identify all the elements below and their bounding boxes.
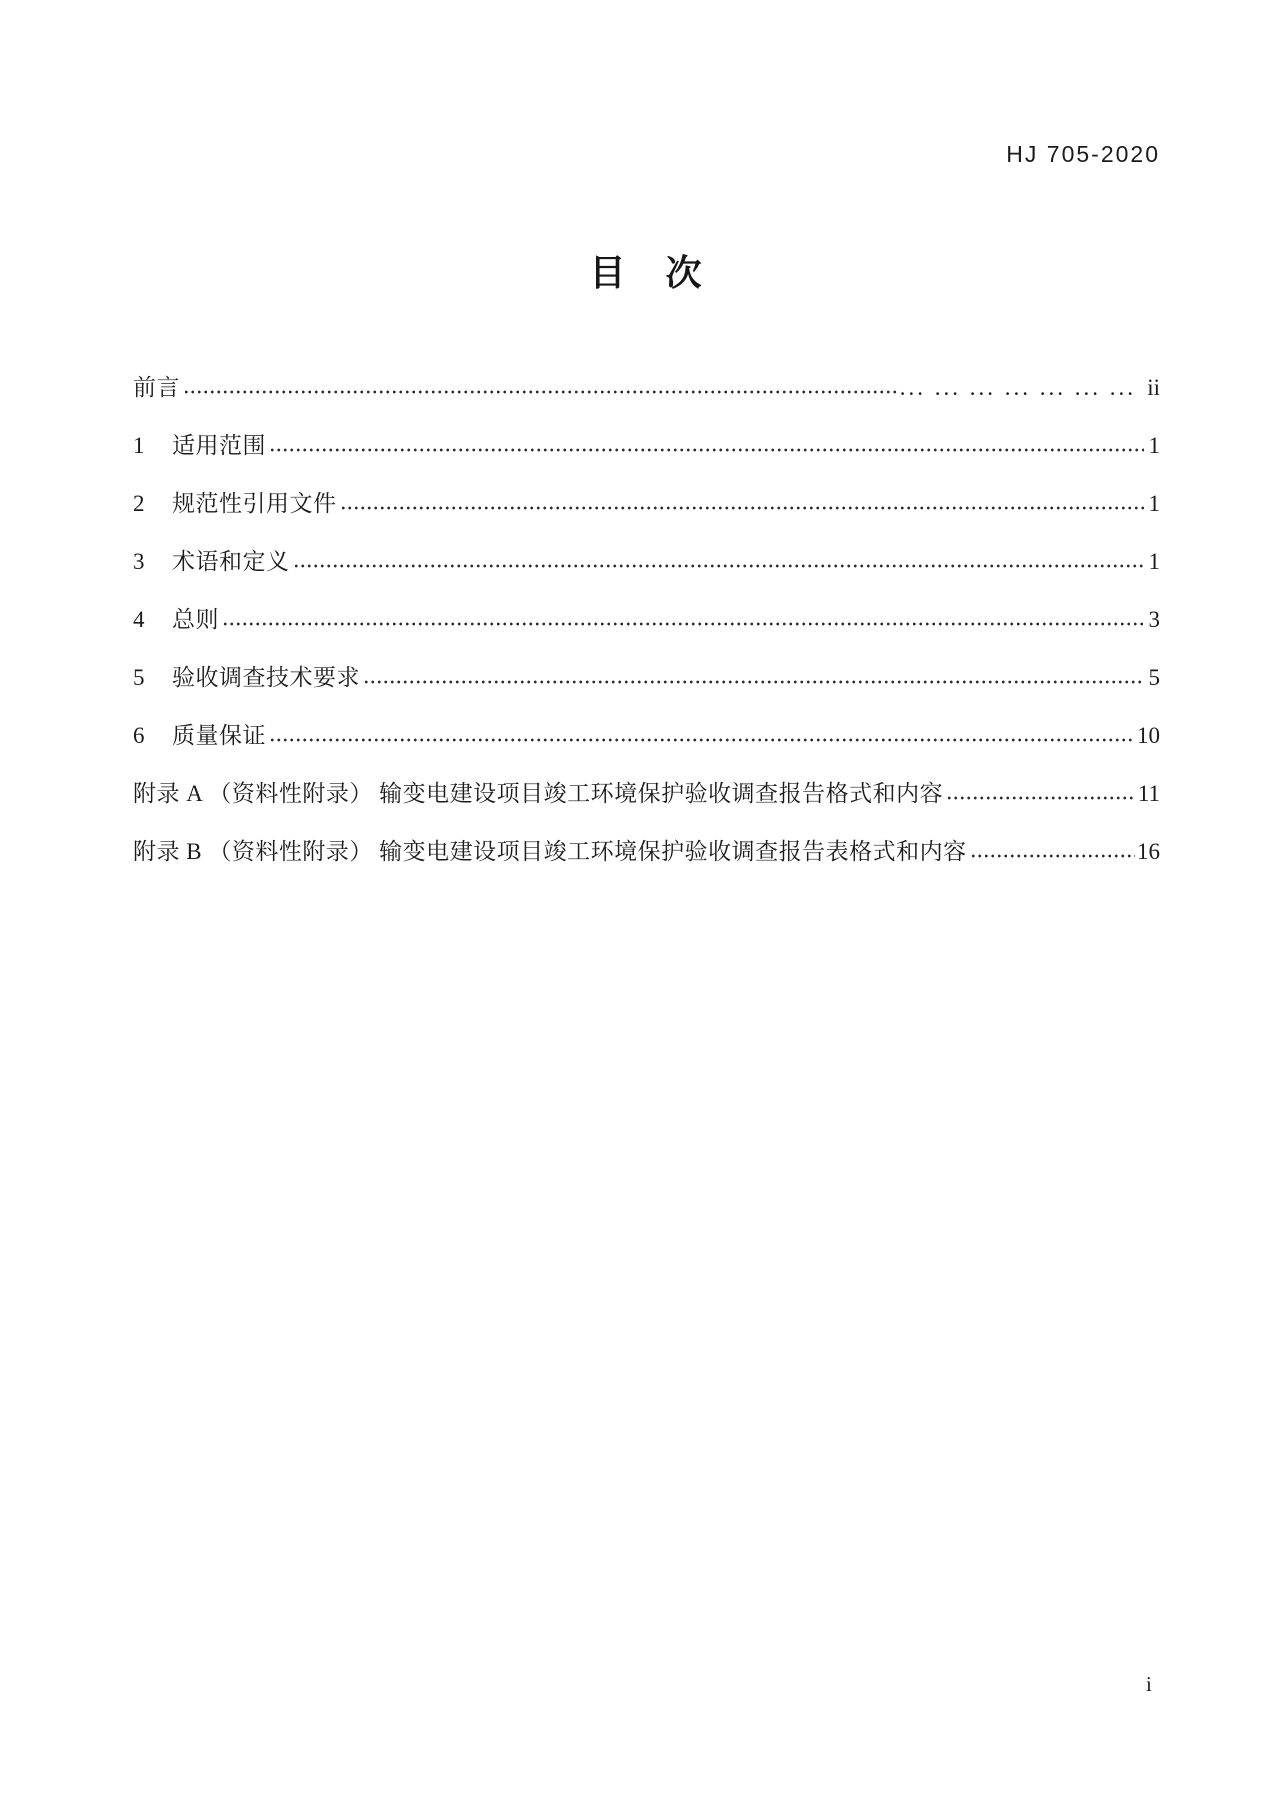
- toc-entry-label: 适用范围: [172, 432, 266, 458]
- toc-leader-dots: [970, 852, 1135, 860]
- toc-entry-page: 1: [1148, 432, 1160, 458]
- toc-entry-page: 16: [1137, 838, 1160, 864]
- toc-entry-number: 1: [133, 432, 145, 458]
- toc-entry: [133, 342, 1160, 400]
- toc-entry: [133, 516, 1160, 574]
- toc-leader-dots: [222, 620, 1144, 628]
- toc-entry-label: 总则: [172, 606, 219, 632]
- toc-leader-dots: [946, 794, 1136, 802]
- toc-entry: [133, 458, 1160, 516]
- toc-entry-label: 验收调查技术要求: [172, 664, 360, 690]
- toc-entry-number: 5: [133, 664, 145, 690]
- toc-entry: [133, 748, 1160, 806]
- toc-entry-page: 3: [1148, 606, 1160, 632]
- toc-leader-dots: [269, 446, 1144, 454]
- toc-entry-page: 1: [1148, 548, 1160, 574]
- toc-leader-dots: [183, 388, 898, 396]
- toc-entry-number: 3: [133, 548, 145, 574]
- footer-page-number: i: [1146, 1672, 1152, 1696]
- toc-entry: [133, 632, 1160, 690]
- toc-entry-label: 术语和定义: [172, 548, 290, 574]
- toc-entry-label: 规范性引用文件: [172, 490, 337, 516]
- toc-entry: [133, 400, 1160, 458]
- toc-entry-label: 附录 B （资料性附录） 输变电建设项目竣工环境保护验收调查报告表格式和内容: [133, 838, 967, 864]
- toc-entry-number: 4: [133, 606, 145, 632]
- toc-leader-dots: [269, 736, 1135, 744]
- toc-entry-page: 10: [1137, 722, 1160, 748]
- toc-entry: [133, 574, 1160, 632]
- toc-entry-number: 2: [133, 490, 145, 516]
- toc-entry-page: ii: [1147, 374, 1160, 400]
- toc-entry-label: 质量保证: [172, 722, 266, 748]
- toc-entry-label: 附录 A （资料性附录） 输变电建设项目竣工环境保护验收调查报告格式和内容: [133, 780, 944, 806]
- toc-entry-page: 1: [1148, 490, 1160, 516]
- toc-entry: [133, 806, 1160, 864]
- toc-leader-dots: [340, 504, 1145, 512]
- toc-leader-dots: [363, 678, 1144, 686]
- toc-entry-page: 11: [1137, 780, 1160, 806]
- toc-leader-suffix: ... ... ... ... ... ... ...: [899, 374, 1136, 400]
- toc-leader-dots: [293, 562, 1145, 570]
- toc-entry: [133, 690, 1160, 748]
- toc-list: [133, 342, 1160, 864]
- toc-entry-label: 前言: [133, 374, 180, 400]
- page-title: 目 次: [589, 253, 704, 293]
- toc-entry-number: 6: [133, 722, 145, 748]
- toc-entry-page: 5: [1148, 664, 1160, 690]
- standard-code-header: HJ 705-2020: [1006, 141, 1160, 167]
